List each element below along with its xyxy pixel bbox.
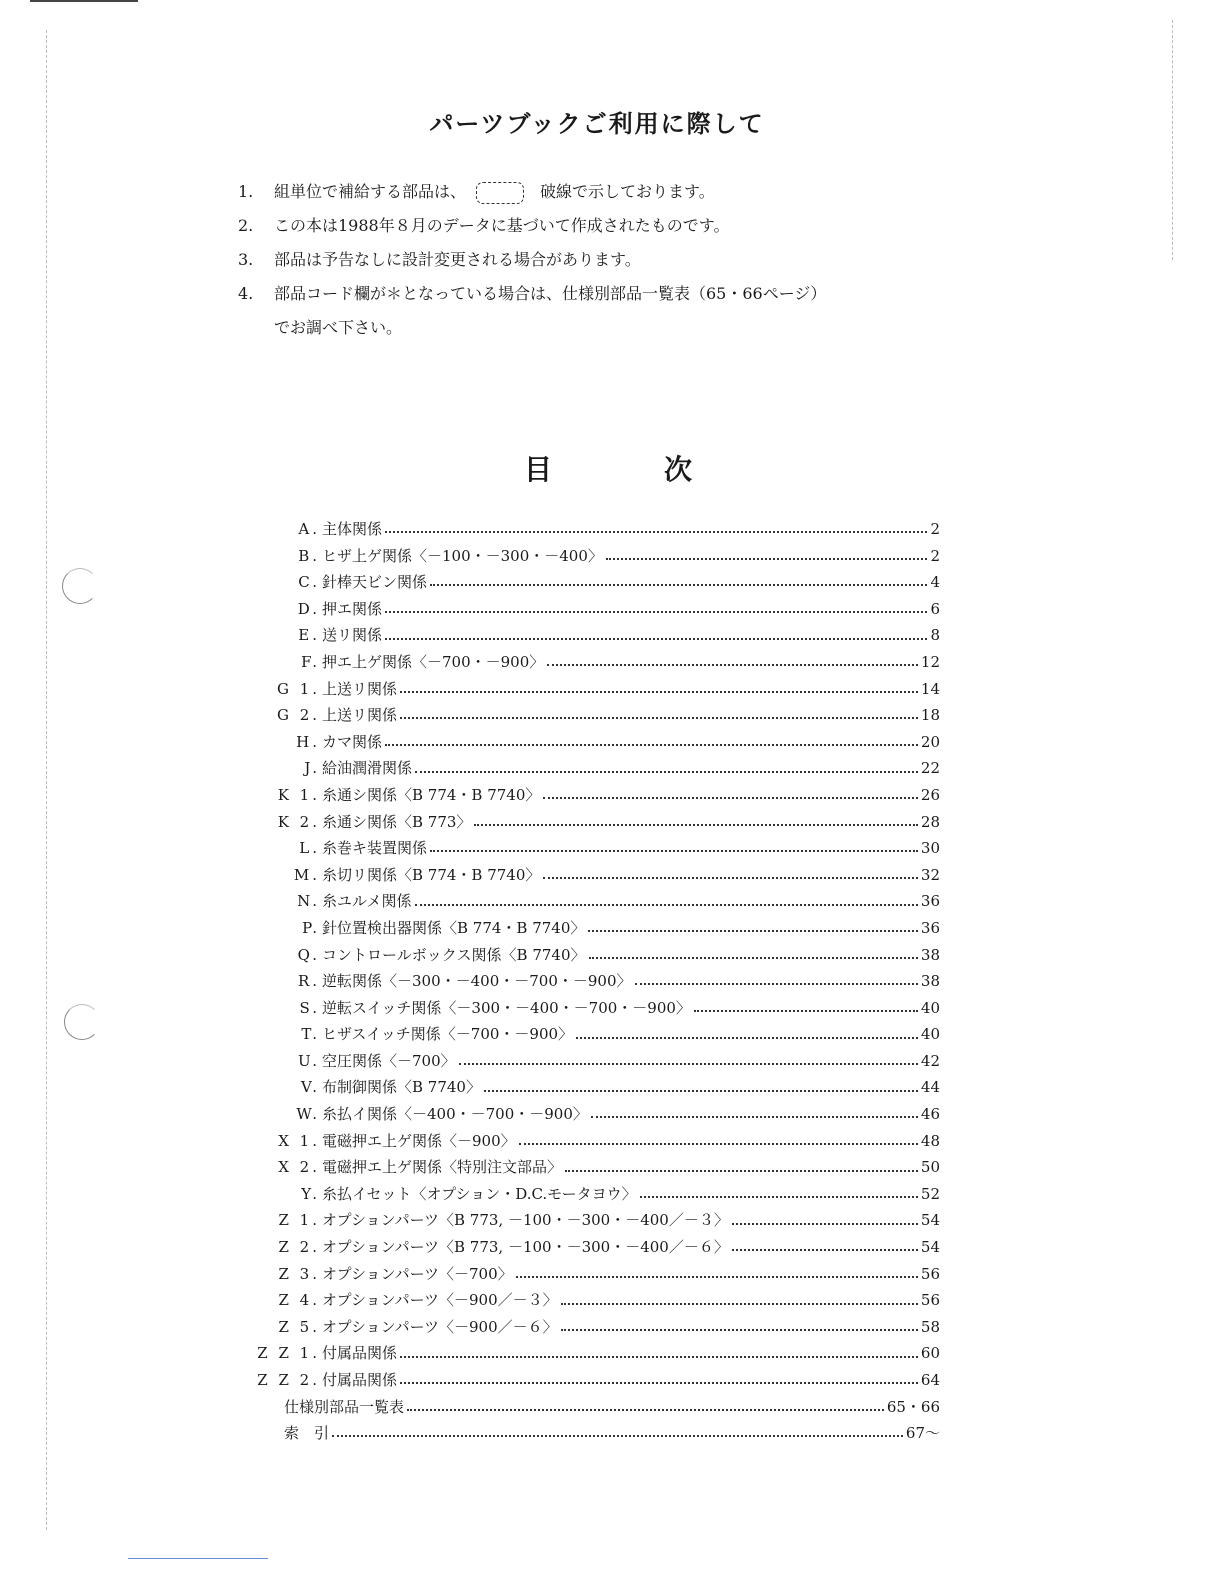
toc-entry-title: 給油潤滑関係 bbox=[322, 759, 413, 778]
toc-entry bbox=[240, 1048, 940, 1075]
scan-artifact-top-line bbox=[30, 0, 138, 2]
toc-dot-leader bbox=[576, 1037, 918, 1039]
note-number: 1. bbox=[238, 182, 254, 201]
toc-heading-right: 次 bbox=[663, 453, 692, 486]
toc-entry-code: Y. bbox=[301, 1184, 320, 1203]
toc-entry-page: 54 bbox=[920, 1238, 940, 1257]
toc-entry-code: E. bbox=[298, 626, 320, 645]
toc-entry-title: 仕様別部品一覧表 bbox=[284, 1397, 405, 1416]
note-number: 3. bbox=[238, 250, 254, 269]
toc-dot-leader bbox=[591, 1116, 918, 1118]
toc-dot-leader bbox=[385, 611, 927, 613]
dashed-box-symbol bbox=[476, 182, 524, 204]
toc-entry bbox=[240, 1181, 940, 1208]
notes-list bbox=[238, 175, 998, 345]
toc-dot-leader bbox=[407, 1409, 884, 1411]
toc-entry-title: 電磁押エ上ゲ関係〈特別注文部品〉 bbox=[322, 1158, 563, 1177]
toc-dot-leader bbox=[694, 1010, 918, 1012]
toc-entry-title: コントロールボックス関係〈B 7740〉 bbox=[322, 945, 586, 964]
toc-entry-code: Q. bbox=[297, 945, 320, 964]
toc-entry-page: 6 bbox=[930, 599, 940, 618]
toc-entry-title: オプションパーツ〈B 773, －100・－300・－400／－３〉 bbox=[322, 1211, 729, 1230]
toc-dot-leader bbox=[400, 717, 918, 719]
toc-entry bbox=[240, 1207, 940, 1234]
toc-entry-title: ヒザスイッチ関係〈－700・－900〉 bbox=[322, 1025, 574, 1044]
toc-entry-page: 28 bbox=[920, 812, 940, 831]
right-edge-mark bbox=[1172, 20, 1173, 260]
toc-entry-title: 針棒天ビン関係 bbox=[322, 573, 428, 592]
toc-dot-leader bbox=[400, 1382, 918, 1384]
note-text: 部品は予告なしに設計変更される場合があります。 bbox=[274, 250, 641, 269]
toc-entry-code: G 2. bbox=[276, 706, 320, 725]
toc-dot-leader bbox=[547, 664, 918, 666]
toc-entry-page: 38 bbox=[920, 945, 940, 964]
toc-entry-code: R. bbox=[297, 972, 320, 991]
toc-dot-leader bbox=[332, 1435, 903, 1437]
toc-entry bbox=[240, 1128, 940, 1155]
toc-entry-page: 44 bbox=[920, 1078, 940, 1097]
note-text: 組単位で補給する部品は、 bbox=[274, 182, 467, 201]
toc-entry-code: M. bbox=[293, 865, 320, 884]
toc-dot-leader bbox=[430, 850, 918, 852]
toc-dot-leader bbox=[561, 1329, 918, 1331]
toc-entry-page: 36 bbox=[920, 918, 940, 937]
note-4 bbox=[238, 277, 998, 311]
toc-entry-title: オプションパーツ〈－700〉 bbox=[322, 1264, 513, 1283]
toc-entry bbox=[240, 1394, 940, 1421]
toc-entry-page: 65・66 bbox=[886, 1397, 940, 1416]
toc-entry-title: 糸通シ関係〈B 774・B 7740〉 bbox=[322, 785, 541, 804]
toc-entry bbox=[240, 809, 940, 836]
toc-entry-code: X 1. bbox=[278, 1131, 320, 1150]
toc-entry-title: 電磁押エ上ゲ関係〈－900〉 bbox=[322, 1131, 516, 1150]
toc-entry-page: 36 bbox=[920, 892, 940, 911]
note-number: 4. bbox=[238, 284, 254, 303]
toc-entry-code: K 2. bbox=[277, 812, 320, 831]
toc-entry-code: Z 2. bbox=[278, 1238, 320, 1257]
toc-entry-page: 8 bbox=[930, 626, 940, 645]
toc-dot-leader bbox=[635, 983, 918, 985]
toc-entry-title: カマ関係 bbox=[322, 732, 383, 751]
toc-entry bbox=[240, 1234, 940, 1261]
note-text: この本は1988年８月のデータに基づいて作成されたものです。 bbox=[274, 216, 730, 235]
toc-entry-title: 索 引 bbox=[284, 1424, 330, 1443]
note-1 bbox=[238, 175, 998, 209]
toc-entry-code: C. bbox=[298, 573, 320, 592]
toc-entry bbox=[240, 942, 940, 969]
toc-dot-leader bbox=[400, 1356, 918, 1358]
toc-entry bbox=[240, 1154, 940, 1181]
toc-entry-title: 上送リ関係 bbox=[322, 679, 398, 698]
toc-entry-page: 30 bbox=[920, 839, 940, 858]
toc-entry bbox=[240, 596, 940, 623]
toc-entry-page: 64 bbox=[920, 1371, 940, 1389]
punch-hole-top bbox=[62, 568, 98, 604]
toc-dot-leader bbox=[561, 1303, 918, 1305]
toc-entry bbox=[240, 1420, 940, 1447]
note-3 bbox=[238, 243, 998, 277]
toc-entry-code: P. bbox=[302, 918, 320, 937]
toc-entry-page: 26 bbox=[920, 785, 940, 804]
note-text: 部品コード欄が＊となっている場合は、仕様別部品一覧表（65・66ページ） bbox=[274, 284, 827, 303]
toc-entry-code: V. bbox=[301, 1078, 320, 1097]
toc-dot-leader bbox=[640, 1196, 918, 1198]
toc-heading-left: 目 bbox=[524, 453, 553, 486]
toc-entry-page: 38 bbox=[920, 972, 940, 991]
toc-entry-page: 40 bbox=[920, 1025, 940, 1044]
toc-entry bbox=[240, 968, 940, 995]
toc-entry-title: 付属品関係 bbox=[322, 1344, 398, 1363]
toc-entry-code: T. bbox=[301, 1025, 320, 1044]
toc-entry-page: 32 bbox=[920, 865, 940, 884]
toc-entry bbox=[240, 835, 940, 862]
toc-entry-page: 60 bbox=[920, 1344, 940, 1363]
toc-entry-code: B. bbox=[298, 546, 320, 565]
toc-entry-page: 2 bbox=[930, 546, 940, 565]
toc-heading bbox=[524, 448, 692, 488]
toc-dot-leader bbox=[385, 744, 918, 746]
toc-entry bbox=[240, 1340, 940, 1367]
toc-dot-leader bbox=[543, 797, 918, 799]
toc-entry bbox=[240, 1021, 940, 1048]
toc-entry-title: オプションパーツ〈－900／－３〉 bbox=[322, 1291, 558, 1310]
toc-entry-title: 糸通シ関係〈B 773〉 bbox=[322, 812, 472, 831]
toc-entry-title: 主体関係 bbox=[322, 520, 383, 538]
toc-entry bbox=[240, 1074, 940, 1101]
toc-dot-leader bbox=[516, 1276, 918, 1278]
toc-entry bbox=[240, 1367, 940, 1394]
toc-entry bbox=[240, 729, 940, 756]
toc-dot-leader bbox=[732, 1223, 918, 1225]
toc-entry bbox=[240, 782, 940, 809]
toc-entry bbox=[240, 649, 940, 676]
toc-entry-page: 46 bbox=[920, 1105, 940, 1124]
toc-dot-leader bbox=[588, 930, 918, 932]
toc-entry-title: 押エ上ゲ関係〈－700・－900〉 bbox=[322, 652, 545, 671]
toc-entry-title: ヒザ上ゲ関係〈－100・－300・－400〉 bbox=[322, 546, 603, 565]
toc-dot-leader bbox=[400, 691, 918, 693]
toc-entry-page: 4 bbox=[930, 573, 940, 592]
toc-dot-leader bbox=[415, 771, 918, 773]
toc-entry-title: 糸巻キ装置関係 bbox=[322, 839, 428, 858]
toc-entry bbox=[240, 676, 940, 703]
toc-entry-page: 67～ bbox=[905, 1424, 940, 1443]
toc-entry-page: 58 bbox=[920, 1317, 940, 1336]
note-4-continuation: でお調べ下さい。 bbox=[274, 318, 403, 337]
toc-entry-title: 布制御関係〈B 7740〉 bbox=[322, 1078, 481, 1097]
toc-entry-code: L. bbox=[299, 839, 320, 858]
toc-entry bbox=[240, 915, 940, 942]
toc-entry bbox=[240, 995, 940, 1022]
toc-entry-title: 押エ関係 bbox=[322, 599, 383, 618]
toc-entry-code: X 2. bbox=[278, 1158, 320, 1177]
toc-entry-code: S. bbox=[299, 998, 320, 1017]
toc-entry bbox=[240, 1101, 940, 1128]
toc-dot-leader bbox=[385, 638, 927, 640]
toc-entry-code: J. bbox=[304, 759, 320, 778]
toc-entry-code: G 1. bbox=[276, 679, 320, 698]
toc-dot-leader bbox=[543, 877, 918, 879]
toc-dot-leader bbox=[415, 904, 918, 906]
toc-entry-code: Z 1. bbox=[278, 1211, 320, 1230]
toc-entry-code: F. bbox=[301, 652, 320, 671]
toc-entry bbox=[240, 702, 940, 729]
toc-entry-code: D. bbox=[297, 599, 320, 618]
toc-entry-page: 42 bbox=[920, 1051, 940, 1070]
toc-entry-page: 20 bbox=[920, 732, 940, 751]
toc-entry bbox=[240, 1314, 940, 1341]
toc-entry-title: 糸ユルメ関係 bbox=[322, 892, 412, 911]
toc-entry-code: W. bbox=[296, 1105, 320, 1124]
toc-entry-page: 40 bbox=[920, 998, 940, 1017]
left-edge-mark bbox=[46, 30, 47, 1530]
toc-entry-page: 22 bbox=[920, 759, 940, 778]
toc-entry-title: 空圧関係〈－700〉 bbox=[322, 1051, 456, 1070]
toc-entry-code: A. bbox=[298, 520, 320, 538]
toc-dot-leader bbox=[484, 1090, 918, 1092]
toc-entry-page: 14 bbox=[920, 679, 940, 698]
toc-entry-code: U. bbox=[297, 1051, 320, 1070]
note-number: 2. bbox=[238, 216, 254, 235]
note-2 bbox=[238, 209, 998, 243]
toc-entry bbox=[240, 622, 940, 649]
toc-entry-title: オプションパーツ〈B 773, －100・－300・－400／－６〉 bbox=[322, 1238, 729, 1257]
toc-dot-leader bbox=[589, 957, 918, 959]
toc-dot-leader bbox=[732, 1249, 918, 1251]
toc-entry bbox=[240, 1287, 940, 1314]
toc-dot-leader bbox=[459, 1063, 918, 1065]
toc-entry-code: Z 4. bbox=[278, 1291, 320, 1310]
toc-entry-code: H. bbox=[296, 732, 320, 751]
page-title: パーツブックご利用に際して bbox=[429, 110, 765, 138]
toc-entry-page: 54 bbox=[920, 1211, 940, 1230]
toc-entry-code: Z Z 2. bbox=[257, 1371, 320, 1389]
toc-entry-code: Z 5. bbox=[278, 1317, 320, 1336]
toc-entry-title: 逆転関係〈－300・－400・－700・－900〉 bbox=[322, 972, 632, 991]
toc-entry-page: 56 bbox=[920, 1291, 940, 1310]
note-text: 破線で示しております。 bbox=[540, 182, 715, 201]
toc-entry-title: 付属品関係 bbox=[322, 1371, 398, 1389]
toc-entry-page: 48 bbox=[920, 1131, 940, 1150]
toc-entry bbox=[240, 569, 940, 596]
toc-entry-title: 糸払イセット〈オプション・D.C.モータヨウ〉 bbox=[322, 1184, 637, 1203]
toc-dot-leader bbox=[565, 1170, 918, 1172]
toc-dot-leader bbox=[430, 584, 927, 586]
toc-dot-leader bbox=[474, 824, 917, 826]
toc-entry bbox=[240, 516, 940, 543]
toc-dot-leader bbox=[385, 531, 927, 533]
toc-entry-title: オプションパーツ〈－900／－６〉 bbox=[322, 1317, 558, 1336]
toc-entry bbox=[240, 862, 940, 889]
scan-artifact-bottom-line bbox=[128, 1558, 268, 1559]
toc-entry-code: Z Z 1. bbox=[257, 1344, 320, 1363]
toc-entry-title: 糸切リ関係〈B 774・B 7740〉 bbox=[322, 865, 541, 884]
toc-entry-title: 送リ関係 bbox=[322, 626, 383, 645]
toc-entry-page: 12 bbox=[920, 652, 940, 671]
toc-entry bbox=[240, 543, 940, 570]
toc-entry-page: 2 bbox=[930, 520, 940, 538]
toc-entry-title: 糸払イ関係〈－400・－700・－900〉 bbox=[322, 1105, 588, 1124]
toc-entry-page: 52 bbox=[920, 1184, 940, 1203]
toc-entry bbox=[240, 1261, 940, 1288]
toc-dot-leader bbox=[519, 1143, 918, 1145]
toc-entry-title: 上送リ関係 bbox=[322, 706, 398, 725]
toc-entry-title: 針位置検出器関係〈B 774・B 7740〉 bbox=[322, 918, 586, 937]
toc-entry-code: K 1. bbox=[277, 785, 320, 804]
toc-entry-page: 50 bbox=[920, 1158, 940, 1177]
toc-entry-page: 56 bbox=[920, 1264, 940, 1283]
toc-entry-code: Z 3. bbox=[278, 1264, 320, 1283]
punch-hole-bottom bbox=[64, 1004, 100, 1040]
toc-entry-code: N. bbox=[297, 892, 320, 911]
table-of-contents bbox=[240, 516, 940, 1447]
toc-entry-title: 逆転スイッチ関係〈－300・－400・－700・－900〉 bbox=[322, 998, 691, 1017]
toc-entry bbox=[240, 755, 940, 782]
toc-entry bbox=[240, 888, 940, 915]
toc-dot-leader bbox=[606, 558, 928, 560]
toc-entry-page: 18 bbox=[920, 706, 940, 725]
